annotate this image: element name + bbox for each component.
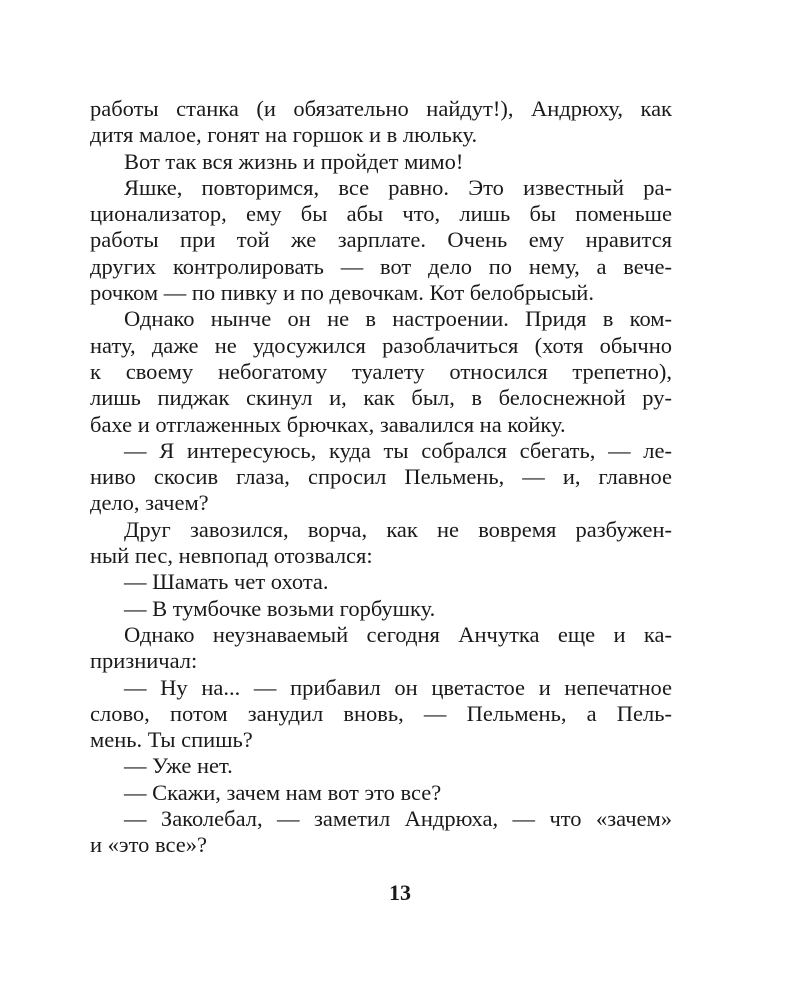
text-line: к своему небогатому туалету относился трепетно), (90, 358, 672, 384)
text-line: — Шамать чет охота. (124, 569, 329, 595)
text-line: Однако неузнаваемый сегодня Анчутка еще и ка- (124, 621, 672, 647)
text-line: рочком — по пивку и по девочкам. Кот белобрысый. (90, 280, 594, 306)
text-line: лишь пиджак скинул и, как был, в белоснежной ру- (90, 385, 672, 411)
text-line: дитя малое, гонят на горшок и в люльку. (90, 122, 478, 148)
text-line: мень. Ты спишь? (90, 727, 253, 753)
text-line: — Я интересуюсь, куда ты собрался сбегать, — ле- (124, 437, 672, 463)
text-line: дело, зачем? (90, 490, 209, 516)
text-line: и «это все»? (90, 832, 207, 858)
text-line: — Уже нет. (124, 753, 233, 779)
text-line: ный пес, невпопад отозвался: (90, 543, 373, 569)
text-line: работы станка (и обязательно найдут!), Андрюху, как (90, 96, 672, 121)
text-line: — Заколебал, — заметил Андрюха, — что «зачем» (124, 806, 672, 832)
page-number: 13 (389, 880, 411, 905)
text-line: Друг завозился, ворча, как не вовремя разбужен- (124, 516, 672, 542)
text-line: — Ну на... — прибавил он цветастое и непечатное (124, 674, 672, 700)
text-line: других контролировать — вот дело по нему, а вече- (90, 253, 672, 279)
text-line: работы при той же зарплате. Очень ему нравится (90, 227, 672, 253)
text-line: — Скажи, зачем нам вот это все? (124, 779, 442, 805)
text-line: ционализатор, ему бы абы что, лишь бы поменьше (90, 201, 672, 227)
text-line: ниво скосив глаза, спросил Пельмень, — и, главное (90, 464, 672, 490)
text-line: — В тумбочке возьми горбушку. (124, 595, 436, 621)
text-line: бахе и отглаженных брючках, завалился на койку. (90, 411, 566, 437)
text-line: слово, потом занудил вновь, — Пельмень, а Пель- (90, 700, 672, 726)
text-line: Однако нынче он не в настроении. Придя в ком- (124, 306, 672, 332)
text-line: Яшке, повторимся, все равно. Это известный ра- (124, 174, 672, 200)
text-line: нату, даже не удосужился разоблачиться (хотя обычно (90, 332, 672, 358)
text-line: Вот так вся жизнь и пройдет мимо! (124, 148, 464, 174)
body-text (90, 96, 672, 859)
text-line: призничал: (90, 648, 198, 674)
